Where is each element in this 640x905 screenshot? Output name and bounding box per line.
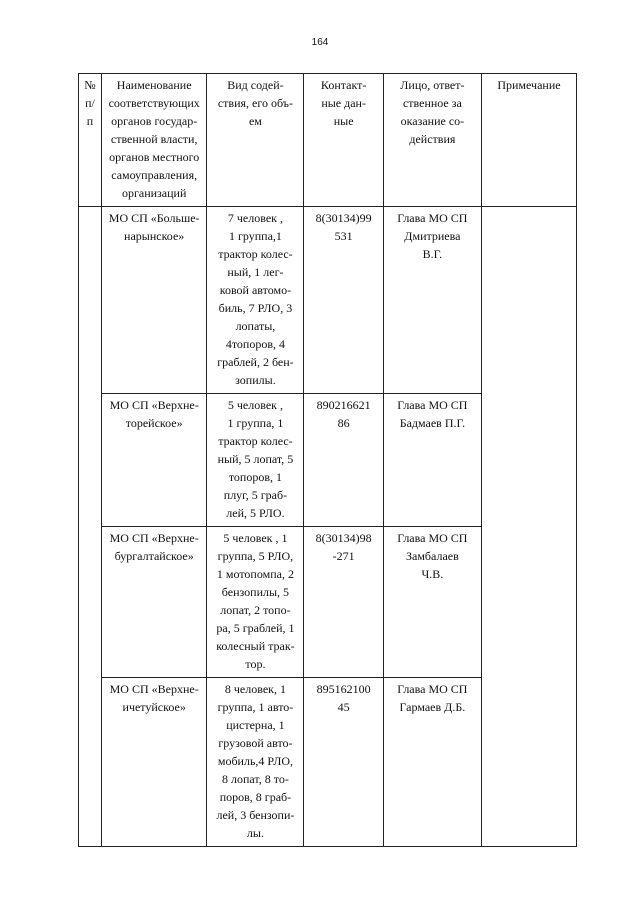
person-cell: Глава МО СП Замбалаев Ч.В. — [383, 527, 481, 678]
contact-cell: 895162100 45 — [304, 678, 383, 847]
contact-cell: 890216621 86 — [304, 394, 383, 527]
contact-cell: 8(30134)98 -271 — [304, 527, 383, 678]
table-row — [79, 207, 577, 394]
assistance-table — [78, 73, 577, 847]
person-cell: Глава МО СП Бадмаев П.Г. — [383, 394, 481, 527]
assistance-cell: 5 человек , 1 группа, 5 РЛО, 1 мотопомпа, 2 бензопилы, 5 лопат, 2 топо- ра, 5 граблей, 1 колесный трак- тор. — [207, 527, 304, 678]
table-header-row — [79, 74, 577, 207]
header-responsible-person: Лицо, ответ- ственное за оказание со- действия — [383, 74, 481, 207]
header-contact: Контакт- ные дан- ные — [304, 74, 383, 207]
org-cell: МО СП «Верхне- ичетуйское» — [101, 678, 206, 847]
person-cell: Глава МО СП Гармаев Д.Б. — [383, 678, 481, 847]
org-cell: МО СП «Верхне- бургалтайское» — [101, 527, 206, 678]
org-cell: МО СП «Больше- нарынское» — [101, 207, 206, 394]
header-assistance-type: Вид содей- ствия, его объ- ем — [207, 74, 304, 207]
page-number: 164 — [311, 37, 329, 48]
contact-cell: 8(30134)99 531 — [304, 207, 383, 394]
assistance-cell: 5 человек , 1 группа, 1 трактор колес- ный, 5 лопат, 5 топоров, 1 плуг, 5 граб- лей, 5 РЛО. — [207, 394, 304, 527]
org-cell: МО СП «Верхне- торейское» — [101, 394, 206, 527]
header-organization: Наименование соответствующих органов государ- ственной власти, органов местного самоуправления, организаций — [101, 74, 206, 207]
header-num: № п/ п — [79, 74, 102, 207]
note-cell — [481, 207, 576, 847]
header-note: Примечание — [481, 74, 576, 207]
assistance-cell: 8 человек, 1 группа, 1 авто- цистерна, 1 грузовой авто- мобиль,4 РЛО, 8 лопат, 8 то- поров, 8 граб- лей, 3 бензопи- лы. — [207, 678, 304, 847]
person-cell: Глава МО СП Дмитриева В.Г. — [383, 207, 481, 394]
row-num-cell — [79, 207, 102, 847]
assistance-cell: 7 человек , 1 группа,1 трактор колес- ный, 1 лег- ковой автомо- биль, 7 РЛО, 3 лопаты, 4топоров, 4 граблей, 2 бен- зопилы. — [207, 207, 304, 394]
